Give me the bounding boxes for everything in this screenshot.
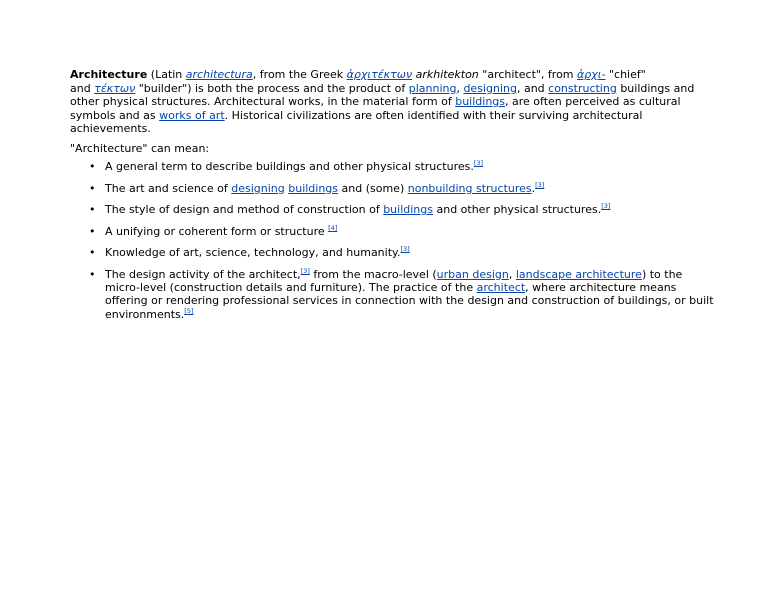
- intro-line-4: [70, 109, 690, 123]
- intro-text: "chief": [605, 68, 646, 81]
- item-text: The style of design and method of construction of: [105, 203, 384, 217]
- reference-note: [184, 307, 193, 315]
- bullet-icon: •: [89, 246, 96, 260]
- reference-link[interactable]: [3]: [535, 180, 545, 189]
- item-text: ) to the: [641, 267, 683, 281]
- intro-line-3: [70, 95, 690, 109]
- item-text: from the macro-level (: [309, 267, 437, 281]
- list-item: [70, 160, 710, 173]
- item-text: and other physical structures.: [432, 203, 602, 217]
- item-line: [105, 203, 710, 216]
- intro-paragraph: [70, 68, 695, 136]
- list-item: [70, 182, 710, 195]
- list-item: [70, 266, 714, 321]
- architect-link[interactable]: architect: [476, 281, 526, 295]
- tekton-link[interactable]: τέκτων: [94, 81, 136, 95]
- reference-link[interactable]: [3]: [400, 245, 410, 254]
- list-item: [70, 246, 710, 259]
- intro-text: , and: [516, 81, 549, 95]
- reference-link[interactable]: [3]: [473, 159, 484, 167]
- item-text: A unifying or coherent form or structure: [105, 224, 329, 238]
- list-item: [70, 225, 710, 238]
- archi-link[interactable]: ἀρχι-: [577, 68, 606, 81]
- item-text: Knowledge of art, science, technology, and humanity.: [105, 246, 401, 260]
- item-line: [105, 160, 710, 173]
- intro-text: and: [70, 81, 95, 95]
- intro-text: , are often perceived as cultural: [505, 95, 681, 108]
- works-of-art-link[interactable]: works of art: [159, 108, 225, 122]
- intro-text: buildings and: [616, 81, 695, 95]
- bullet-icon: •: [89, 181, 96, 195]
- reference-note: [535, 181, 544, 189]
- item-text: environments.: [105, 307, 185, 321]
- designing-link[interactable]: designing: [463, 81, 517, 95]
- intro-text: "builder") is both the process and the product of: [135, 81, 409, 95]
- buildings-link[interactable]: buildings: [383, 203, 433, 217]
- reference-note: [400, 245, 409, 253]
- item-line: [105, 225, 710, 238]
- item-line: [105, 246, 710, 259]
- buildings-link[interactable]: buildings: [288, 181, 339, 195]
- buildings-link[interactable]: buildings: [455, 95, 506, 108]
- intro-line-5: [70, 122, 690, 136]
- intro-line-2: [70, 81, 695, 96]
- intro-text: "architect", from: [478, 68, 578, 81]
- item-text: , where architecture means: [525, 281, 677, 295]
- item-text: ,: [508, 267, 516, 281]
- planning-link[interactable]: planning: [408, 81, 457, 95]
- designing-link[interactable]: designing: [231, 181, 285, 195]
- bullet-icon: •: [89, 224, 96, 238]
- reference-note: [328, 224, 337, 232]
- item-text: offering or rendering professional services in connection with the design and construction of buildings, or built: [105, 294, 714, 308]
- intro-text: . Historical civilizations are often identified with their surviving architectural: [224, 108, 643, 122]
- item-text: .: [531, 181, 536, 195]
- greek-link[interactable]: ἀρχιτέκτων: [346, 68, 413, 81]
- item-line: [105, 268, 710, 281]
- intro-line-1: [70, 68, 690, 82]
- constructing-link[interactable]: constructing: [548, 81, 617, 95]
- transliteration: arkhitekton: [415, 68, 479, 81]
- intro-text: ,: [456, 81, 464, 95]
- list-intro: "Architecture" can mean:: [70, 142, 210, 155]
- reference-link[interactable]: [4]: [328, 223, 338, 232]
- intro-text: symbols and as: [70, 108, 160, 122]
- reference-link[interactable]: [3]: [601, 202, 611, 211]
- reference-note: [301, 267, 310, 275]
- nonbuilding-structures-link[interactable]: nonbuilding structures: [407, 181, 532, 195]
- bullet-icon: •: [89, 203, 96, 217]
- item-line: [105, 308, 710, 321]
- intro-text: , from the Greek: [252, 68, 347, 81]
- item-text: A general term to describe buildings and other physical structures.: [105, 160, 474, 173]
- meanings-list: [70, 159, 714, 329]
- intro-text: achievements.: [70, 122, 151, 135]
- bullet-icon: •: [89, 267, 96, 281]
- item-line: [105, 294, 714, 308]
- item-text: The design activity of the architect,: [105, 267, 301, 281]
- reference-link[interactable]: [5]: [184, 306, 194, 315]
- urban-design-link[interactable]: urban design: [436, 267, 509, 281]
- landscape-architecture-link[interactable]: landscape architecture: [515, 267, 642, 281]
- item-line: [105, 182, 710, 195]
- item-text: and (some): [338, 181, 408, 195]
- reference-note: [474, 159, 483, 167]
- item-text: The art and science of: [105, 181, 232, 195]
- item-line: [105, 281, 710, 294]
- reference-note: [601, 202, 610, 210]
- latin-link[interactable]: architectura: [185, 68, 253, 81]
- intro-text: (Latin: [147, 68, 186, 81]
- article-term: Architecture: [70, 68, 148, 81]
- list-item: [70, 203, 710, 216]
- intro-text: other physical structures. Architectural works, in the material form of: [70, 95, 456, 108]
- item-text: micro-level (construction details and furniture). The practice of the: [105, 281, 477, 295]
- bullet-icon: •: [89, 160, 96, 173]
- reference-link[interactable]: [3]: [300, 266, 310, 275]
